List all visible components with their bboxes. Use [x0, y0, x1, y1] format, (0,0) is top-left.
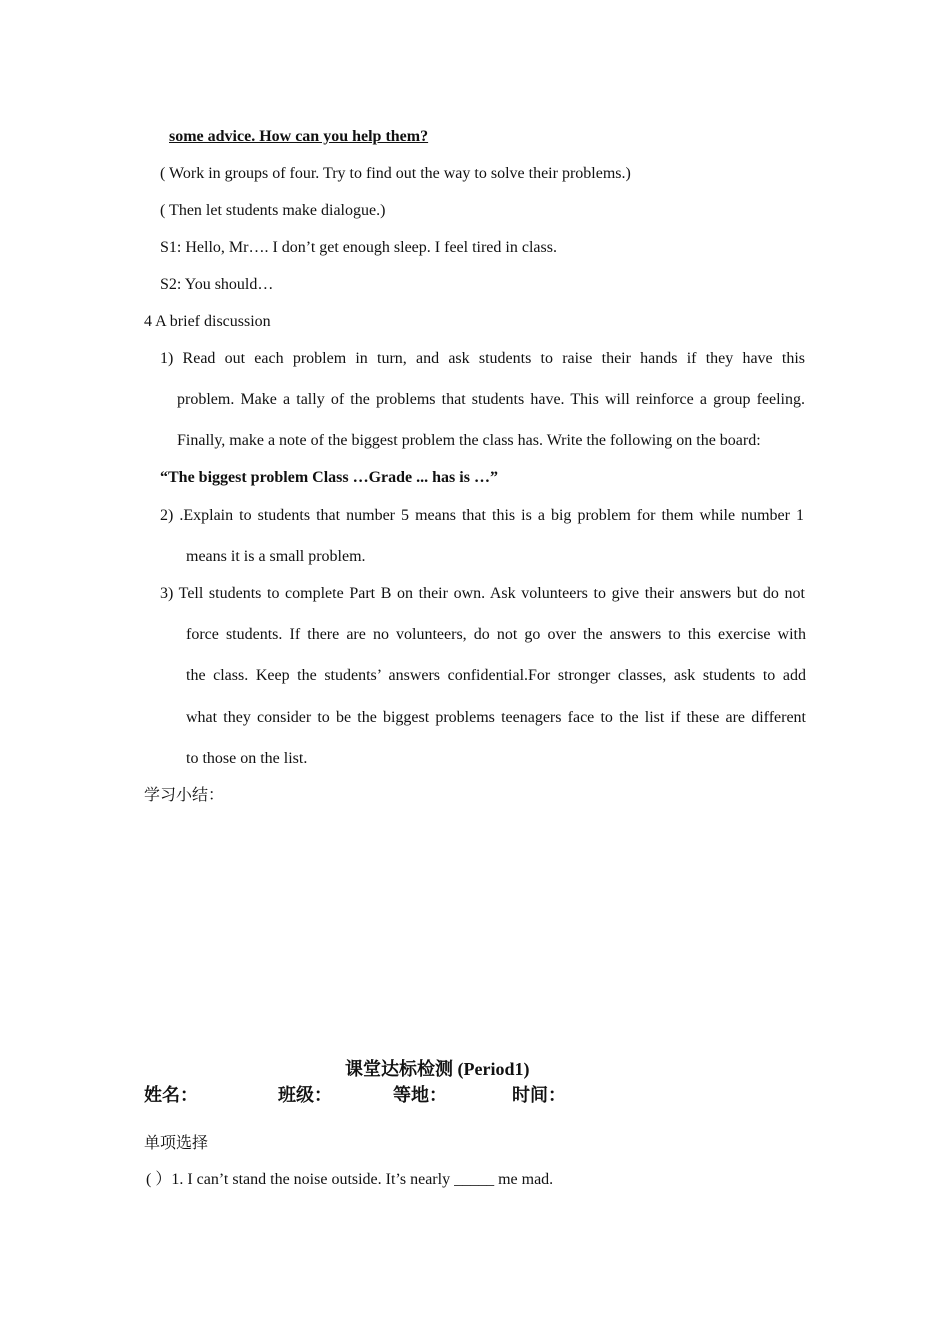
dialogue-s2: S2: You should…: [160, 276, 274, 293]
question-1: ( ）1. I can’t stand the noise outside. It’s nearly _____ me mad.: [146, 1171, 554, 1188]
section-heading-discussion: 4 A brief discussion: [144, 313, 271, 330]
quiz-title: 课堂达标检测 (Period1): [345, 1059, 530, 1079]
summary-label: 学习小结：: [144, 787, 225, 804]
time-label: 时间：: [512, 1085, 566, 1105]
item3-line2: force students. If there are no volunteers, do not go over the answers to this exercise with: [186, 626, 806, 643]
item1-line1: 1) Read out each problem in turn, and ask students to raise their hands if they have this: [160, 350, 805, 367]
quiz-section-label: 单项选择: [144, 1135, 209, 1152]
item3-line1: 3) Tell students to complete Part B on their own. Ask volunteers to give their answers but do not: [160, 585, 805, 602]
instruction-dialogue: ( Then let students make dialogue.): [160, 202, 386, 219]
biggest-problem-quote: “The biggest problem Class …Grade ... has is …”: [160, 469, 498, 486]
item1-line2: problem. Make a tally of the problems that students have. This will reinforce a group feeling.: [177, 391, 805, 408]
item2-line2: means it is a small problem.: [186, 548, 366, 565]
item3-line4: what they consider to be the biggest problems teenagers face to the list if these are different: [186, 709, 806, 726]
item2-line1: 2) .Explain to students that number 5 means that this is a big problem for them while number 1: [160, 507, 804, 524]
dialogue-s1: S1: Hello, Mr…. I don’t get enough sleep. I feel tired in class.: [160, 239, 557, 256]
advice-heading: some advice. How can you help them?: [169, 128, 429, 145]
item3-line3: the class. Keep the students’ answers confidential.For stronger classes, ask students to add: [186, 667, 806, 684]
name-label: 姓名：: [144, 1085, 198, 1105]
grade-label: 等地：: [393, 1085, 447, 1105]
class-label: 班级：: [278, 1085, 332, 1105]
instruction-work-groups: ( Work in groups of four. Try to find out the way to solve their problems.): [160, 165, 631, 182]
item1-line3: Finally, make a note of the biggest problem the class has. Write the following on the board:: [177, 432, 761, 449]
item3-line5: to those on the list.: [186, 750, 308, 767]
